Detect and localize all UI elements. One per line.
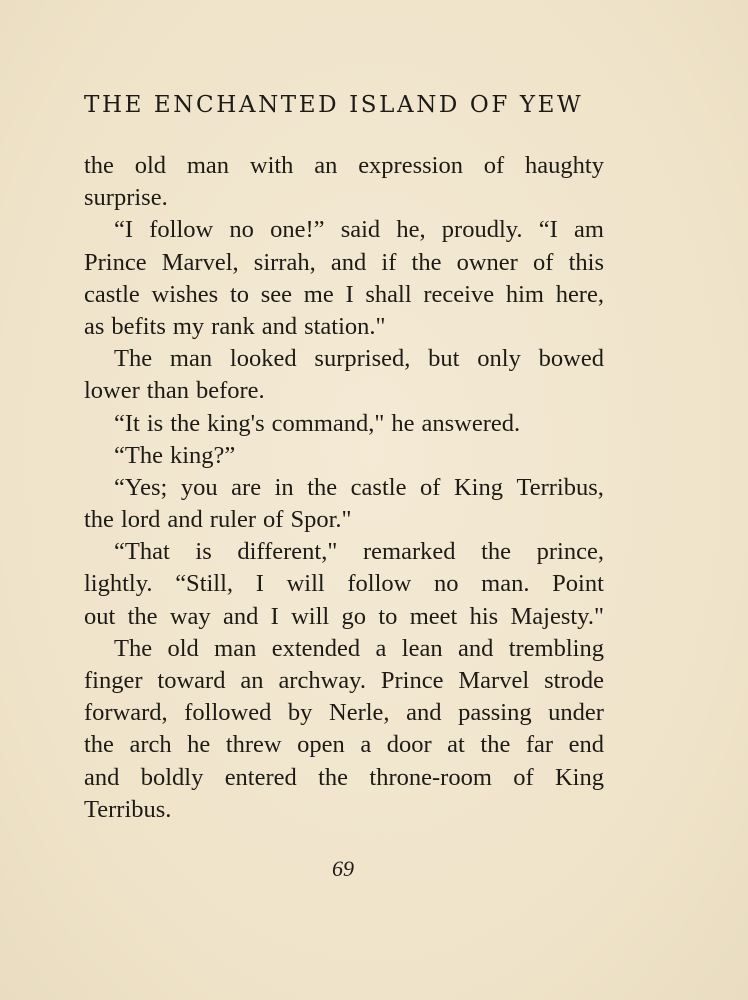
word: him — [505, 280, 544, 308]
word: at — [447, 731, 465, 759]
text-line — [84, 343, 604, 375]
word: threw — [225, 731, 282, 759]
word: you — [180, 473, 218, 501]
word: receive — [423, 280, 495, 308]
word: the — [127, 602, 158, 630]
word: haughty — [525, 152, 604, 179]
word: station." — [304, 312, 386, 340]
word: to — [229, 280, 250, 308]
word: shall — [365, 280, 412, 308]
word: “That — [114, 538, 170, 566]
word: open — [297, 731, 345, 759]
word: lower — [84, 377, 140, 405]
word: of — [419, 473, 441, 501]
word: Terribus. — [84, 795, 172, 823]
text-line — [84, 311, 604, 343]
word: castle — [84, 280, 140, 308]
word: different," — [237, 538, 338, 566]
word: he, — [396, 216, 426, 244]
text-line — [84, 633, 604, 665]
word: the — [481, 538, 512, 566]
word: lightly. — [84, 570, 153, 598]
word: as — [84, 312, 105, 340]
word: the — [84, 152, 114, 179]
text-line — [84, 601, 604, 633]
word: will — [291, 602, 330, 630]
word: and — [330, 248, 367, 276]
word: before. — [195, 377, 265, 405]
word: king?” — [169, 441, 236, 469]
word: the — [480, 731, 511, 759]
text-line — [84, 182, 604, 214]
word: forward, — [84, 699, 168, 727]
text-line — [84, 375, 604, 407]
word: Prince — [380, 667, 444, 694]
word: Terribus, — [516, 473, 604, 501]
word: he — [187, 731, 211, 759]
word: I — [345, 280, 354, 308]
page-number: 69 — [332, 856, 354, 881]
word: man — [186, 152, 230, 179]
text-line — [84, 729, 604, 761]
text-line — [84, 247, 604, 279]
word: “The — [114, 441, 163, 469]
word: lean — [401, 634, 443, 662]
word: meet — [409, 602, 458, 630]
word: The — [114, 345, 153, 373]
word: Prince — [84, 248, 147, 276]
word: old — [167, 634, 199, 662]
word: in — [274, 473, 294, 501]
word: Nerle, — [329, 699, 390, 727]
text-line — [84, 762, 604, 794]
word: lord — [120, 506, 161, 534]
word: Marvel — [458, 667, 530, 694]
word: Point — [552, 570, 604, 598]
word: boldly — [140, 763, 204, 791]
word: is — [195, 538, 212, 566]
text-line — [84, 150, 604, 182]
word: the — [318, 763, 349, 791]
word: see — [260, 280, 293, 308]
word: befits — [111, 312, 166, 340]
text-line — [84, 440, 604, 472]
word: man. — [481, 570, 530, 598]
text-line — [84, 697, 604, 729]
word: owner — [456, 248, 518, 276]
word: and — [84, 763, 120, 791]
word: “I — [538, 216, 558, 244]
word: an — [314, 152, 338, 179]
word: surprised, — [314, 345, 411, 373]
word: ruler — [209, 506, 257, 534]
word: follow — [347, 570, 412, 598]
word: of — [483, 152, 505, 179]
word: here, — [555, 280, 604, 308]
text-line — [84, 279, 604, 311]
word: no — [434, 570, 459, 598]
word: man — [169, 345, 213, 373]
word: man — [214, 634, 257, 662]
word: Spor." — [290, 506, 352, 534]
word: Marvel, — [161, 248, 239, 276]
word: passing — [458, 699, 532, 727]
text-line — [84, 472, 604, 504]
word: throne-room — [369, 763, 492, 791]
word: King — [453, 473, 503, 501]
word: bowed — [538, 345, 604, 373]
word: answered. — [421, 409, 521, 437]
word: but — [428, 345, 460, 373]
word: I — [270, 602, 279, 630]
word: command," — [271, 409, 385, 437]
word: said — [340, 216, 381, 244]
word: and — [222, 602, 259, 630]
word: this — [568, 248, 604, 276]
word: no — [229, 216, 254, 244]
running-head: THE ENCHANTED ISLAND OF YEW — [84, 92, 584, 118]
word: followed — [184, 699, 272, 727]
body-text — [84, 150, 604, 826]
word: Majesty." — [510, 602, 604, 630]
word: and — [167, 506, 203, 534]
word: archway. — [278, 667, 366, 694]
word: is — [146, 409, 164, 437]
word: one!” — [270, 216, 325, 244]
word: only — [477, 345, 521, 373]
word: my — [172, 312, 205, 340]
word: me — [303, 280, 334, 308]
text-line — [84, 214, 604, 246]
word: his — [469, 602, 499, 630]
word: “I — [114, 216, 134, 244]
word: of — [513, 763, 534, 791]
word: will — [286, 570, 325, 598]
word: way — [169, 602, 211, 630]
word: finger — [84, 667, 143, 694]
word: the — [411, 248, 442, 276]
word: an — [240, 667, 264, 694]
word: of — [263, 506, 284, 534]
word: a — [375, 634, 387, 662]
word: “It — [114, 409, 140, 437]
word: prince, — [536, 538, 604, 566]
text-line — [84, 568, 604, 600]
word: out — [84, 602, 116, 630]
word: the — [84, 506, 114, 534]
word: if — [381, 248, 397, 276]
word: to — [378, 602, 398, 630]
word: proudly. — [441, 216, 523, 244]
word: old — [134, 152, 167, 179]
word: than — [146, 377, 189, 405]
word: of — [533, 248, 554, 276]
word: and — [457, 634, 494, 662]
word: go — [341, 602, 367, 630]
word: with — [249, 152, 294, 179]
word: far — [525, 731, 554, 759]
word: entered — [224, 763, 297, 791]
text-line — [84, 794, 604, 826]
word: am — [573, 216, 604, 244]
word: expression — [358, 152, 463, 179]
text-line — [84, 665, 604, 697]
word: toward — [157, 667, 226, 694]
word: arch — [129, 731, 172, 759]
word: under — [548, 699, 604, 727]
text-line — [84, 408, 604, 440]
word: are — [231, 473, 262, 501]
word: surprise. — [84, 184, 168, 212]
word: the — [307, 473, 338, 501]
word: and — [406, 699, 442, 727]
text-line — [84, 536, 604, 568]
word: sirrah, — [253, 248, 316, 276]
word: and — [261, 312, 298, 340]
word: king's — [207, 409, 265, 437]
word: “Yes; — [114, 473, 168, 501]
word: The — [114, 634, 153, 662]
word: by — [287, 699, 313, 727]
word: extended — [271, 634, 361, 662]
word: wishes — [151, 280, 219, 308]
word: he — [391, 409, 415, 437]
word: strode — [544, 667, 604, 694]
word: rank — [211, 312, 255, 340]
word: door — [386, 731, 432, 759]
word: “Still, — [175, 570, 234, 598]
word: King — [554, 763, 604, 791]
word: the — [84, 731, 114, 759]
word: I — [255, 570, 264, 598]
word: remarked — [362, 538, 456, 566]
word: the — [170, 409, 201, 437]
word: trembling — [508, 634, 604, 662]
word: end — [568, 731, 604, 759]
text-line — [84, 504, 604, 536]
word: a — [360, 731, 372, 759]
word: castle — [350, 473, 407, 501]
word: looked — [229, 345, 297, 373]
word: follow — [149, 216, 214, 244]
